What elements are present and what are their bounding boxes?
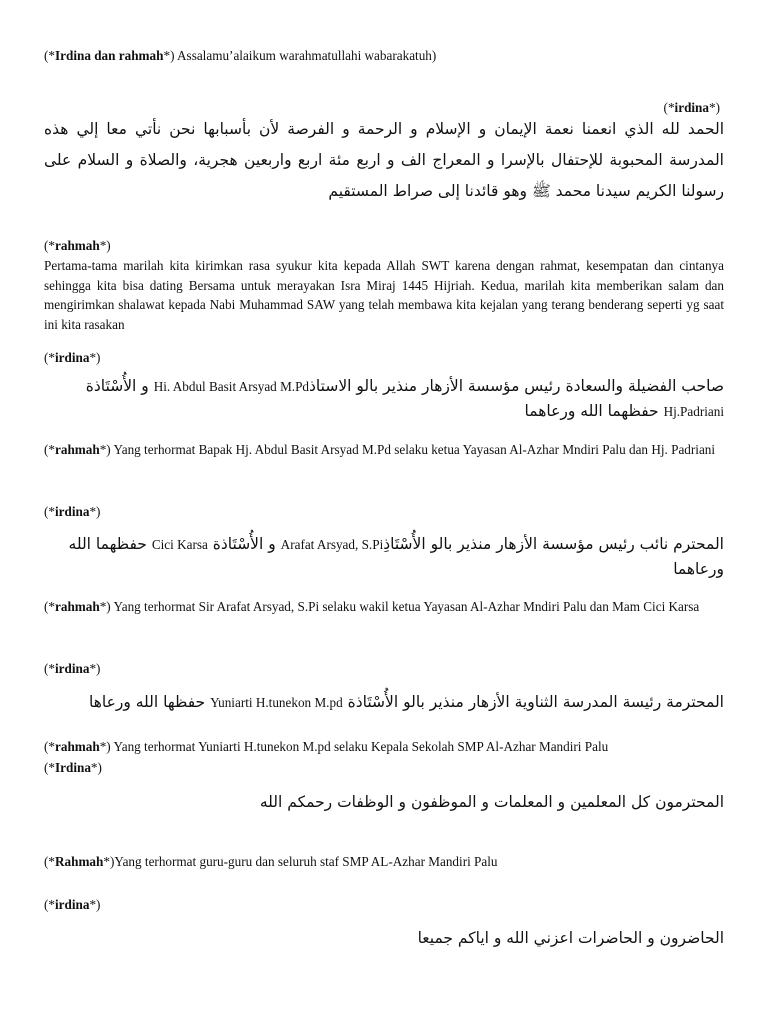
rahmah-greeting-principal bbox=[44, 737, 724, 757]
tag-close: *) bbox=[99, 238, 111, 253]
tag-close: *) bbox=[89, 661, 101, 676]
tag-open: (* bbox=[44, 350, 55, 365]
tag-close: *) bbox=[709, 100, 720, 115]
arabic-text: و الأُسْتَاذة bbox=[207, 535, 281, 553]
speaker-names: Irdina dan rahmah bbox=[55, 48, 164, 63]
arabic-text: حفظهما الله ورعاهما bbox=[524, 402, 664, 420]
arabic-text: حفظها الله ورعاها bbox=[88, 693, 211, 711]
name-text: Cici Karsa bbox=[151, 537, 208, 552]
rahmah-greeting-vice-chairman bbox=[44, 597, 724, 617]
opening-greeting-line bbox=[44, 46, 724, 66]
arabic-greeting-principal bbox=[44, 690, 724, 715]
arabic-greeting-audience: الحاضرون و الحاضرات اعزني الله و اياكم جميعا bbox=[417, 929, 724, 947]
tag-close: *) bbox=[163, 48, 175, 63]
paragraph-text: Yang terhormat guru-guru dan seluruh staf SMP AL-Azhar Mandiri Palu bbox=[114, 854, 498, 869]
rahmah-greeting-chairman bbox=[44, 440, 724, 460]
tag-close: *) bbox=[99, 442, 111, 457]
tag-open: (* bbox=[44, 760, 55, 775]
tag-open: (* bbox=[44, 739, 55, 754]
speaker-name: rahmah bbox=[55, 442, 100, 457]
speaker-name: rahmah bbox=[55, 238, 100, 253]
tag-close: *) bbox=[103, 854, 115, 869]
tag-open: (* bbox=[44, 48, 55, 63]
tag-open: (* bbox=[44, 442, 55, 457]
speaker-name: irdina bbox=[55, 661, 90, 676]
speaker-name: irdina bbox=[55, 350, 90, 365]
arabic-text: صاحب الفضيلة والسعادة رئيس مؤسسة الأزهار منذير بالو الاستاذ bbox=[309, 377, 724, 395]
speaker-name: irdina bbox=[55, 504, 90, 519]
speaker-tag-irdina bbox=[44, 758, 724, 778]
name-text: Yuniarti H.tunekon M.pd bbox=[210, 695, 343, 710]
arabic-greeting-chairman bbox=[44, 374, 724, 424]
arabic-greeting-teachers: المحترمون كل المعلمين و المعلمات و الموظفون و الوظفات رحمكم الله bbox=[259, 793, 724, 811]
tag-open: (* bbox=[44, 238, 55, 253]
paragraph-text: Yang terhormat Bapak Hj. Abdul Basit Arsyad M.Pd selaku ketua Yayasan Al-Azhar Mndiri Palu dan Hj. Padriani bbox=[110, 442, 716, 457]
tag-open: (* bbox=[44, 661, 55, 676]
arabic-text: حفظهما الله ورعاهما bbox=[68, 535, 724, 578]
tag-close: *) bbox=[99, 739, 111, 754]
arabic-greeting-vice-chairman bbox=[44, 532, 724, 581]
speaker-name: rahmah bbox=[55, 739, 100, 754]
rahmah-greeting-teachers bbox=[44, 852, 724, 872]
speaker-tag-irdina bbox=[44, 659, 724, 679]
speaker-tag-rahmah bbox=[44, 236, 724, 256]
tag-close: *) bbox=[99, 599, 111, 614]
paragraph-text: Yang terhormat Sir Arafat Arsyad, S.Pi selaku wakil ketua Yayasan Al-Azhar Mndiri Palu dan Mam Cici Karsa bbox=[110, 599, 700, 614]
paragraph-text: Yang terhormat Yuniarti H.tunekon M.pd selaku Kepala Sekolah SMP Al-Azhar Mandiri Palu bbox=[110, 739, 609, 754]
tag-open: (* bbox=[44, 854, 55, 869]
speaker-tag-irdina bbox=[44, 502, 724, 522]
name-text: Hi. Abdul Basit Arsyad M.Pd bbox=[153, 379, 310, 394]
arabic-text: المحترمة رئيسة المدرسة الثناوية الأزهار منذير بالو الأُسْتَاذة bbox=[347, 693, 724, 711]
tag-open: (* bbox=[44, 897, 55, 912]
speaker-name: Irdina bbox=[55, 760, 91, 775]
speaker-tag-irdina bbox=[44, 895, 724, 915]
tag-open: (* bbox=[663, 100, 675, 115]
speaker-name: irdina bbox=[674, 100, 709, 115]
tag-close: *) bbox=[90, 760, 102, 775]
tag-close: *) bbox=[89, 504, 101, 519]
speaker-name: rahmah bbox=[55, 599, 100, 614]
tag-open: (* bbox=[44, 504, 55, 519]
name-text: Arafat Arsyad, S.Pi bbox=[280, 537, 384, 552]
name-text: Hj.Padriani bbox=[663, 404, 724, 419]
arabic-text: و الأُسْتَاذة bbox=[85, 377, 154, 395]
arabic-opening-paragraph: الحمد لله الذي انعمنا نعمة الإيمان و الإسلام و الرحمة و الفرصة لأن بأسبابها نحن نأتي معا إلي هذه المدرسة المحبوبة للإحتفال بالإسرا و المعراج الف و اربع مئة اربع واربعين هجرية، والصلاة و السلام على رسولنا الكريم سيدنا محمد ﷺ وهو قائدنا إلى صراط المستقيم bbox=[44, 120, 724, 200]
speaker-tag-irdina bbox=[44, 348, 724, 368]
speaker-name: Rahmah bbox=[55, 854, 104, 869]
speaker-name: irdina bbox=[55, 897, 90, 912]
tag-close: *) bbox=[89, 350, 101, 365]
tag-open: (* bbox=[44, 599, 55, 614]
tag-close: *) bbox=[89, 897, 101, 912]
indonesian-opening-paragraph: Pertama-tama marilah kita kirimkan rasa syukur kita kepada Allah SWT karena dengan rahmat, kesempatan dan cintanya sehingga kita bisa dating Bersama untuk merayakan Isra Miraj 1445 Hijriah. Kedua, marilah kita memberikan salam dan mengirimkan shalawat kepada Nabi Muhammad SAW yang telah membawa kita kejalan yang terang benderang seperti yg saat ini kita rasakan bbox=[44, 258, 724, 332]
greeting-text: Assalamu’alaikum warahmatullahi wabarakatuh) bbox=[174, 48, 437, 63]
arabic-text: المحترم نائب رئيس مؤسسة الأزهار منذير بالو الأُسْتَاذِ bbox=[383, 535, 724, 553]
